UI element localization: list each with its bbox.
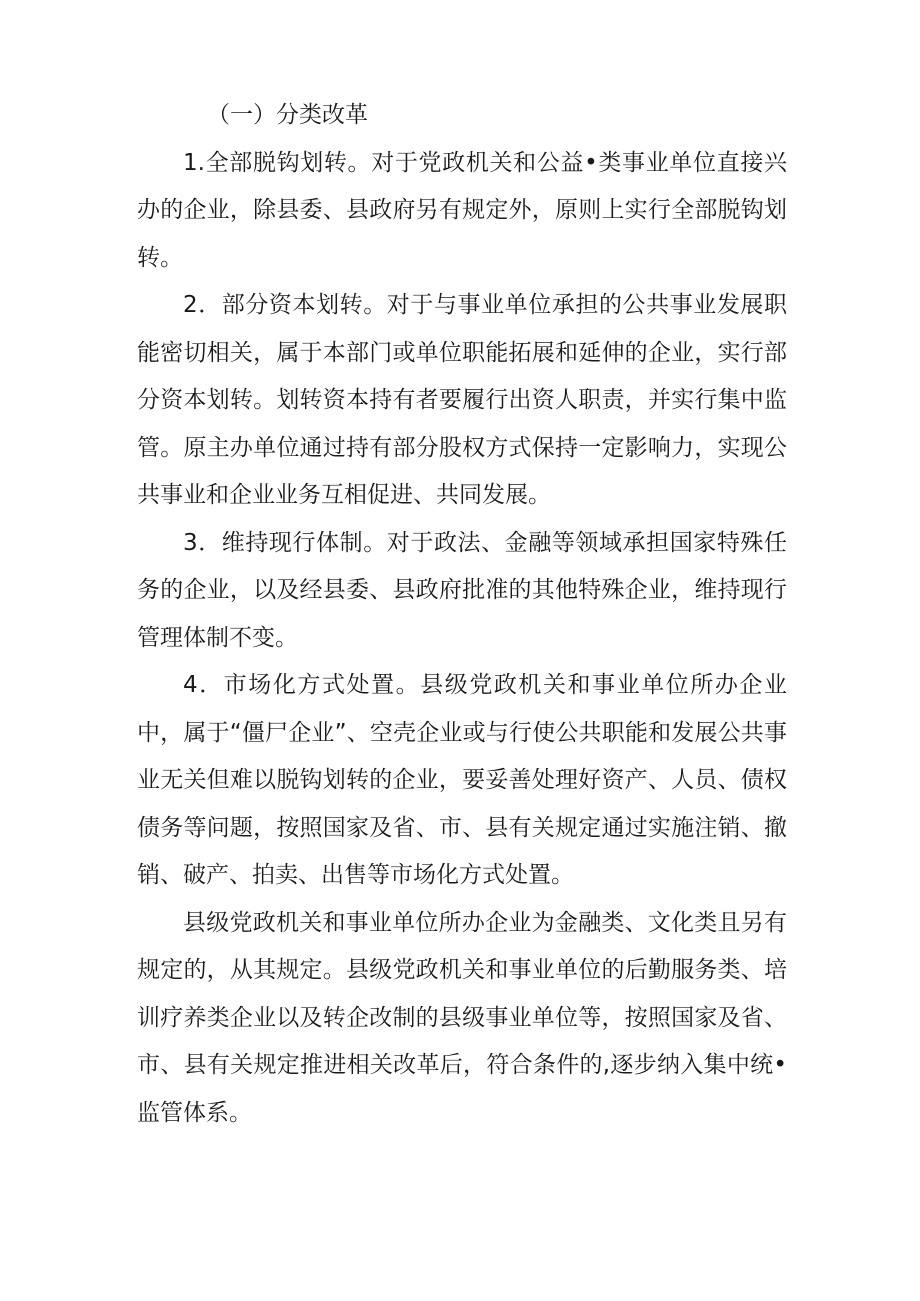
paragraph-market-disposal: 4．市场化方式处置。县级党政机关和事业单位所办企业中，属于“僵尸企业”、空壳企业或与行使公共职能和发展公共事业无关但难以脱钩划转的企业，要妥善处理好资产、人员、债权债务等问题，按照国家及省、市、县有关规定通过实施注销、撤销、破产、拍卖、出售等市场化方式处置。 (137, 672, 787, 888)
paragraph-full-transfer: 1.全部脱钩划转。对于党政机关和公益•类事业单位直接兴办的企业，除县委、县政府另有规定外，原则上实行全部脱钩划转。 (137, 149, 787, 271)
section-heading: （一）分类改革 (207, 102, 368, 128)
paragraph-partial-capital-transfer: 2．部分资本划转。对于与事业单位承担的公共事业发展职能密切相关，属于本部门或单位职能拓展和延伸的企业，实行部分资本划转。划转资本持有者要履行出资人职责，并实行集中监管。原主办单位通过持有部分股权方式保持一定影响力，实现公共事业和企业业务互相促进、共同发展。 (137, 292, 787, 508)
paragraph-maintain-current-system: 3．维持现行体制。对于政法、金融等领域承担国家特殊任务的企业，以及经县委、县政府批准的其他特殊企业，维持现行管理体制不变。 (137, 529, 787, 651)
paragraph-special-provisions: 县级党政机关和事业单位所办企业为金融类、文化类且另有规定的，从其规定。县级党政机关和事业单位的后勤服务类、培训疗养类企业以及转企改制的县级事业单位等，按照国家及省、市、县有关规定推进相关改革后，符合条件的,逐步纳入集中统•监管体系。 (137, 909, 787, 1126)
document-body (137, 92, 787, 1137)
